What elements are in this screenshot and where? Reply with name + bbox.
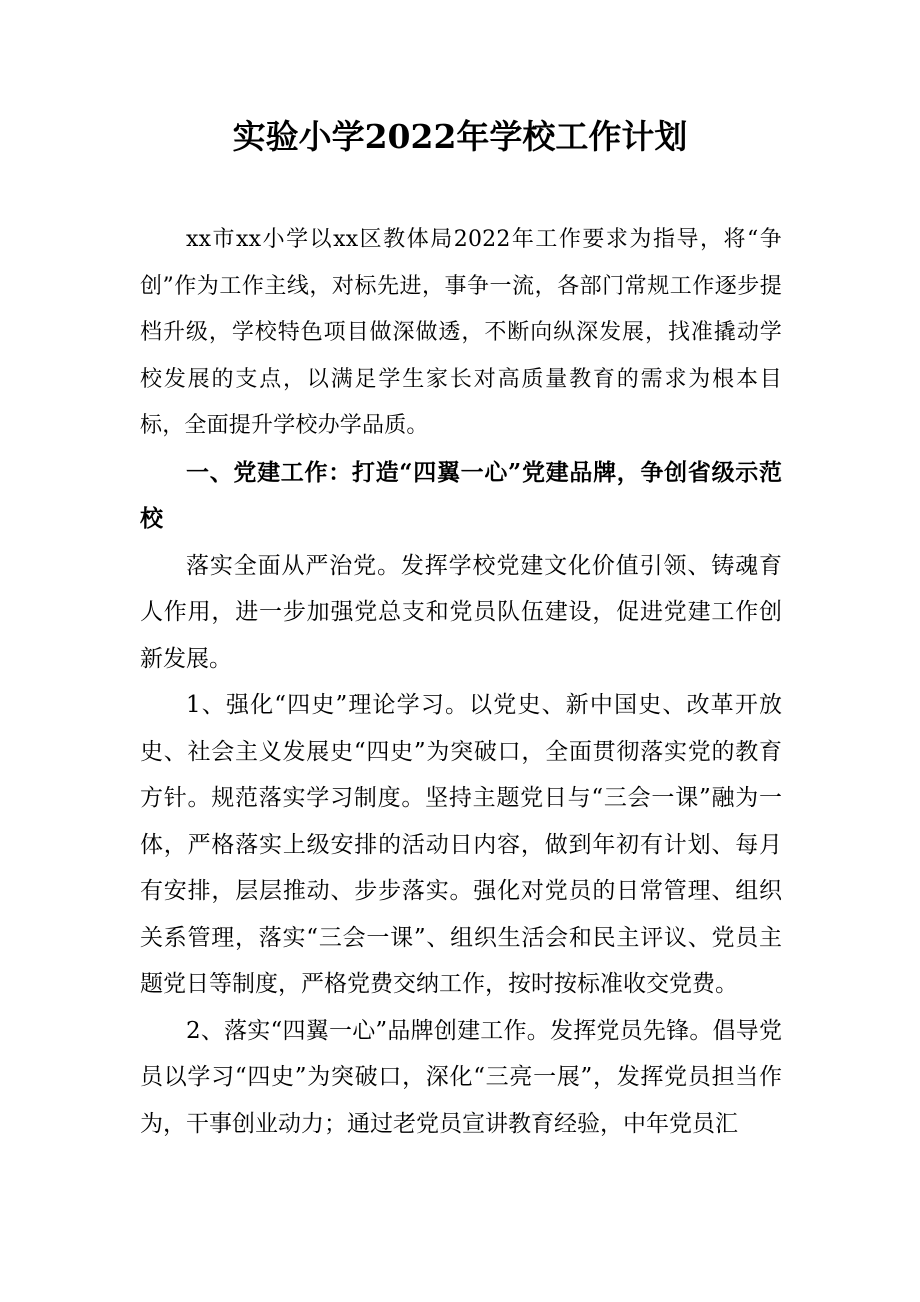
document-title: 实验小学2022年学校工作计划 [232,117,688,156]
intro-paragraph: xx市xx小学以xx区教体局2022年工作要求为指导，将“争创”作为工作主线，对标先进，事争一流，各部门常规工作逐步提档升级，学校特色项目做深做透，不断向纵深发展，找准撬动学校发展的支点，以满足学生家长对高质量教育的需求为根本目标，全面提升学校办学品质。 [140,227,782,438]
party-discipline-paragraph: 落实全面从严治党。发挥学校党建文化价值引领、铸魂育人作用，进一步加强党总支和党员队伍建设，促进党建工作创新发展。 [140,552,782,672]
brand-building-paragraph: 2、落实“四翼一心”品牌创建工作。发挥党员先锋。倡导党员以学习“四史”为突破口，深化“三亮一展”，发挥党员担当作为，干事创业动力；通过老党员宣讲教育经验，中年党员汇 [140,1017,782,1137]
document-body [140,217,782,1147]
section-heading-party-building: 一、党建工作：打造“四翼一心”党建品牌，争创省级示范校 [140,458,782,532]
four-histories-paragraph: 1、强化“四史”理论学习。以党史、新中国史、改革开放史、社会主义发展史“四史”为突破口，全面贯彻落实党的教育方针。规范落实学习制度。坚持主题党日与“三会一课”融为一体，严格落实上级安排的活动日内容，做到年初有计划、每月有安排，层层推动、步步落实。强化对党员的日常管理、组织关系管理，落实“三会一课”、组织生活会和民主评议、党员主题党日等制度，严格党费交纳工作，按时按标准收交党费。 [140,692,782,997]
